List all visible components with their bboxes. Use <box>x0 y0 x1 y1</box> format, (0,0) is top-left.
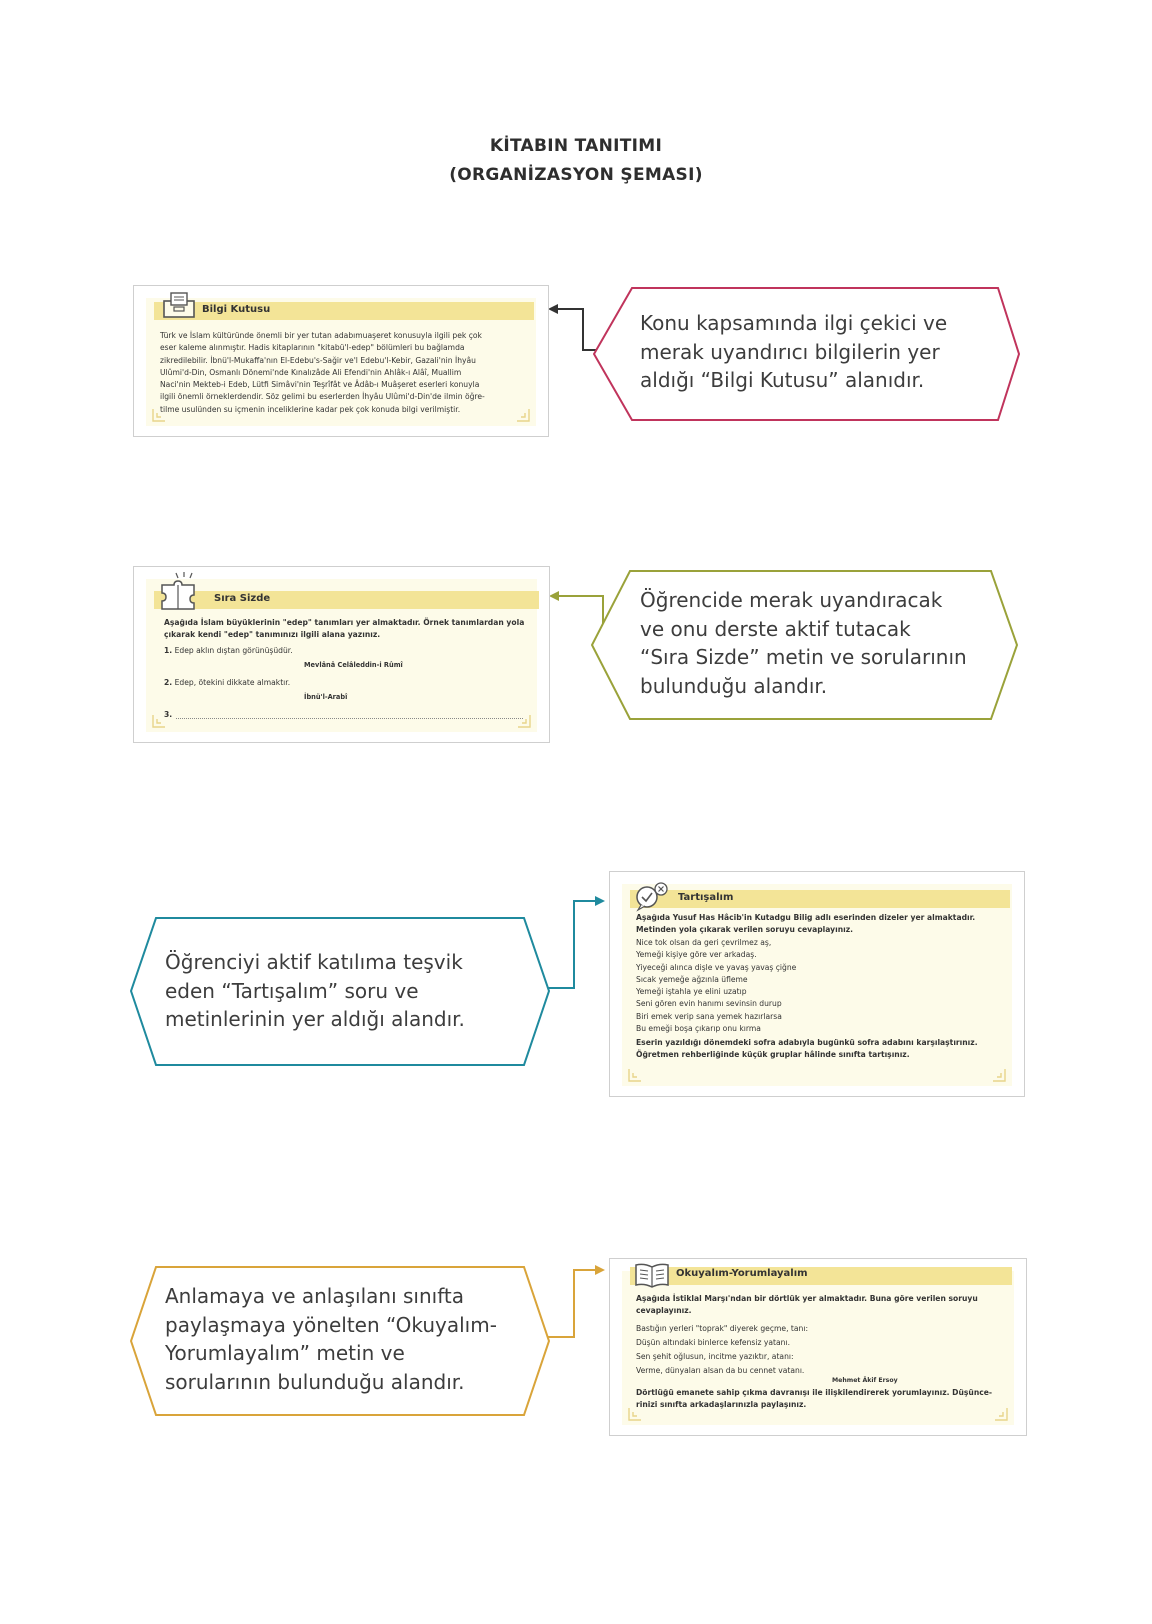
callout-sira-sizde <box>591 570 1019 720</box>
corner-ornament-left <box>628 1407 642 1421</box>
item-text: Edep, ötekini dikkate almaktır. <box>174 678 291 687</box>
verse-line: Yemeği iştahla ye elini uzatıp <box>636 987 747 997</box>
callout-line: Yorumlayalım” metin ve <box>165 1341 405 1365</box>
okuyalim-question <box>636 1387 992 1412</box>
callout-line: aldığı “Bilgi Kutusu” alanıdır. <box>640 368 925 392</box>
puzzle-icon <box>154 571 202 611</box>
item-author: Mevlânâ Celâleddin-i Rûmî <box>304 661 403 669</box>
verse-author: Mehmet Âkif Ersoy <box>832 1377 898 1384</box>
callout-text <box>165 1282 497 1396</box>
intro-line: Metinden yola çıkarak verilen soruyu cevaplayınız. <box>636 925 854 935</box>
verse-line: Yemeği kişiye göre ver arkadaş. <box>636 950 757 960</box>
intro-line: Aşağıda Yusuf Has Hâcib'in Kutadgu Bilig adlı eserinden dizeler yer almaktadır. <box>636 913 976 922</box>
callout-line: metinlerinin yer aldığı alandır. <box>165 1007 465 1031</box>
callout-line: Anlamaya ve anlaşılanı sınıfta <box>165 1284 464 1308</box>
verse-line: Sen şehit oğlusun, incitme yazıktır, atanı: <box>636 1352 794 1361</box>
title-line-1: KİTABIN TANITIMI <box>489 136 663 156</box>
open-box-icon <box>162 290 196 320</box>
box-title: Tartışalım <box>678 892 734 903</box>
item-number: 1. <box>164 646 173 655</box>
body-line: tilme usulünden su içmenin inceliklerine kadar pek çok konuda bilgi verilmiştir. <box>160 404 461 414</box>
corner-ornament-right <box>517 714 531 728</box>
callout-line: Konu kapsamında ilgi çekici ve <box>640 311 948 335</box>
callout-line: merak uyandırıcı bilgilerin yer <box>640 339 940 364</box>
verse-line: Bu emeği boşa çıkarıp onu kırma <box>636 1024 761 1034</box>
item-text: Edep aklın dıştan görünüşüdür. <box>174 646 293 655</box>
callout-line: ve onu derste aktif tutacak <box>640 616 911 641</box>
callout-line: Öğrenciyi aktif katılıma teşvik <box>165 950 463 974</box>
tartisalim-verses <box>636 937 796 1035</box>
body-line: Naci'nin Mekteb-i Edeb, Lütfi Simâvi'nin Teşrîfât ve Âdâb-ı Muâşeret eserleri konuyla <box>160 380 480 390</box>
corner-ornament-left <box>152 714 166 728</box>
question-line: rinizi sınıfta arkadaşlarınızla paylaşınız. <box>636 1400 807 1410</box>
callout-line: bulunduğu alandır. <box>640 673 828 698</box>
verse-line: Düşün altındaki binlerce kefensiz yatanı. <box>636 1338 790 1347</box>
title-line-2: (ORGANİZASYON ŞEMASI) <box>449 165 703 185</box>
okuyalim-intro <box>636 1293 978 1318</box>
verse-line: Nice tok olsan da geri çevrilmez aş, <box>636 938 772 947</box>
sample-tartisalim <box>609 871 1025 1097</box>
corner-ornament-left <box>152 408 166 422</box>
intro-line: çıkarak kendi "edep" tanımınızı ilgili alana yazınız. <box>164 630 381 640</box>
question-line: Dörtlüğü emanete sahip çıkma davranışı ile ilişkilendirerek yorumlayınız. Düşünce- <box>636 1388 993 1397</box>
arrowhead-okuyalim <box>595 1265 605 1275</box>
item-author: İbnü'l-Arabî <box>304 693 348 701</box>
sira-intro <box>164 617 524 642</box>
tartisalim-intro <box>636 912 975 937</box>
callout-line: paylaşmaya yönelten “Okuyalım- <box>165 1312 497 1337</box>
body-line: zikredilebilir. İbnü'l-Mukaffa'nın El-Edebu's-Sağir ve'l Edebu'l-Kebir, Gazali'nin İhyâu <box>160 355 476 365</box>
arrowhead-tartisalim <box>595 896 605 906</box>
arrowhead-sira <box>549 591 559 601</box>
body-line: eser kaleme alınmıştır. Hadis kitaplarının "kitabü'l-edep" bölümleri bu bağlamda <box>160 343 465 353</box>
okuyalim-verses <box>636 1322 808 1378</box>
verse-line: Yiyeceği alınca dişle ve yavaş yavaş çiğne <box>636 962 797 972</box>
verse-line: Sıcak yemeğe ağzınla üfleme <box>636 974 748 984</box>
callout-text <box>640 586 967 700</box>
body-line: Türk ve İslam kültüründe önemli bir yer tutan adabımuaşeret konusuyla ilgili pek çok <box>160 331 482 340</box>
sample-sira-sizde <box>133 566 550 743</box>
corner-ornament-right <box>516 408 530 422</box>
body-line: ilgili önemli örneklerdendir. Söz gelimi bu eserlerden İhyâu Ulûmi'd-Din'de ilmin öğre- <box>160 392 485 402</box>
question-line: Öğretmen rehberliğinde küçük gruplar hâlinde sınıfta tartışınız. <box>636 1050 910 1060</box>
verse-line: Bastığın yerleri "toprak" diyerek geçme, tanı: <box>636 1324 809 1333</box>
sira-item-2 <box>164 677 290 689</box>
verse-line: Seni gören evin hanımı sevinsin durup <box>636 999 782 1009</box>
speech-bubbles-icon <box>632 880 672 912</box>
callout-tartisalim <box>130 917 551 1066</box>
verse-line: Verme, dünyaları alsan da bu cennet vatanı. <box>636 1366 805 1375</box>
callout-bilgi-kutusu <box>593 287 1021 421</box>
callout-okuyalim-yorumlayalim <box>130 1266 551 1416</box>
verse-line: Biri emek verip sana yemek hazırlarsa <box>636 1011 782 1021</box>
corner-ornament-right <box>992 1068 1006 1082</box>
section-header-bar <box>154 591 539 609</box>
body-line: Ulûmi'd-Din, Osmanlı Dönemi'nde Kınalızâde Ali Efendi'nin Ahlâk-ı Alâî, Muallim <box>160 367 462 377</box>
box-title: Okuyalım-Yorumlayalım <box>676 1268 808 1279</box>
question-line: Eserin yazıldığı dönemdeki sofra adabıyla bugünkü sofra adabını karşılaştırınız. <box>636 1038 978 1047</box>
corner-ornament-right <box>994 1407 1008 1421</box>
intro-line: Aşağıda İstiklal Marşı'ndan bir dörtlük yer almaktadır. Buna göre verilen soruyu <box>636 1294 978 1303</box>
sira-item-1 <box>164 645 293 657</box>
callout-line: eden “Tartışalım” soru ve <box>165 978 419 1003</box>
arrow-okuyalim <box>547 1270 597 1337</box>
callout-text <box>640 309 947 395</box>
callout-line: sorularının bulunduğu alandır. <box>165 1369 465 1394</box>
item-number: 3. <box>164 710 173 719</box>
tartisalim-question <box>636 1037 978 1062</box>
box-title: Sıra Sizde <box>214 593 271 604</box>
corner-ornament-left <box>628 1068 642 1082</box>
sample-bilgi-kutusu <box>133 285 549 437</box>
open-book-icon <box>634 1261 670 1289</box>
arrow-tartisalim <box>547 901 597 988</box>
bilgi-body-text <box>160 330 485 416</box>
box-title: Bilgi Kutusu <box>202 304 271 315</box>
answer-dotted-line <box>176 718 523 719</box>
intro-line: cevaplayınız. <box>636 1306 692 1316</box>
callout-line: “Sıra Sizde” metin ve sorularının <box>640 645 967 669</box>
item-number: 2. <box>164 678 173 687</box>
arrowhead-bilgi <box>548 304 558 314</box>
intro-line: Aşağıda İslam büyüklerinin "edep" tanımları yer almaktadır. Örnek tanımlardan yola <box>164 618 525 627</box>
callout-line: Öğrencide merak uyandıracak <box>640 588 943 612</box>
callout-text <box>165 948 465 1034</box>
sample-okuyalim-yorumlayalim <box>609 1258 1027 1436</box>
